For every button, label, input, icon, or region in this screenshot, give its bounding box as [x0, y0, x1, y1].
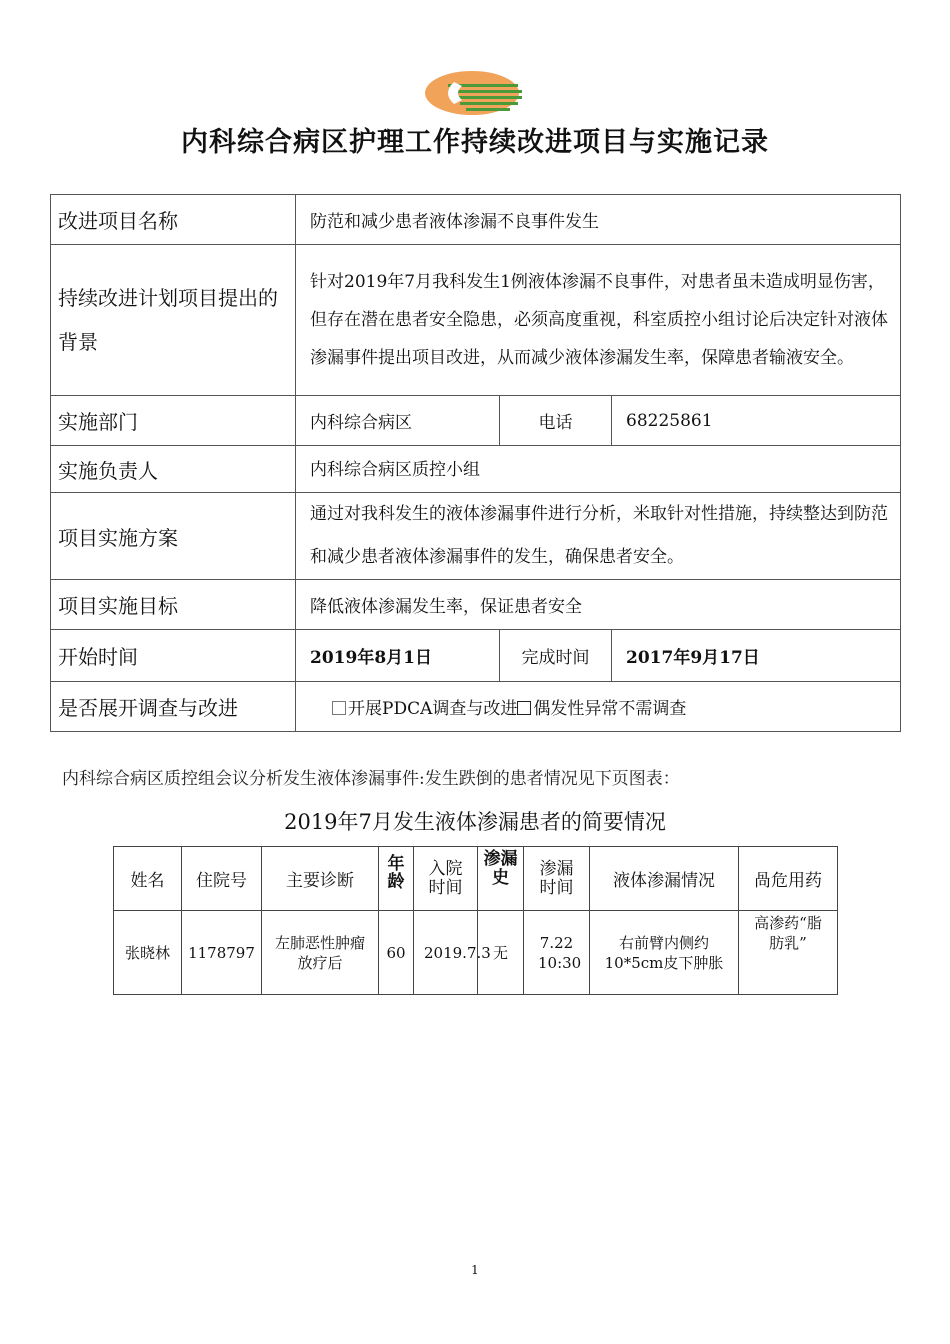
header-leak-detail: 液体渗漏情况 — [590, 847, 739, 911]
phone-value: 68225861 — [612, 396, 901, 446]
hospital-logo — [424, 70, 524, 116]
plan-label: 项目实施方案 — [51, 493, 296, 580]
survey-label: 是否展开调查与改进 — [51, 682, 296, 732]
no-survey-checkbox[interactable] — [517, 701, 531, 715]
patient-table-title: 2019年7月发生液体渗漏患者的简要情况 — [284, 810, 666, 834]
cell-leak-time: 7.22 10:30 — [524, 911, 590, 995]
project-table — [50, 194, 901, 732]
table-row — [114, 911, 838, 995]
cell-high-risk-drug: 高渗药“脂肪乳” — [739, 911, 838, 995]
background-cell — [296, 245, 901, 396]
department-value: 内科综合病区 — [296, 396, 500, 446]
background-value: 针对2019年7月我科发生1例液体渗漏不良事件，对患者虽未造成明显伤害，但存在潜在患者安全隐患，必须高度重视，科室质控小组讨论后决定针对液体渗漏事件提出项目改进，从而减少液体渗漏发生率，保障患者输液安全。 — [310, 272, 888, 368]
owner-value: 内科综合病区质控小组 — [296, 446, 901, 493]
department-label: 实施部门 — [51, 396, 296, 446]
header-name: 姓名 — [114, 847, 182, 911]
pdca-option-label: 开展PDCA调查与改进 — [348, 699, 518, 719]
goal-value: 降低液体渗漏发生率，保证患者安全 — [296, 580, 901, 630]
cell-name: 张晓林 — [114, 911, 182, 995]
header-admission-no: 住院号 — [182, 847, 262, 911]
header-leak-history: 渗漏史 — [478, 847, 524, 911]
header-high-risk-drug: 咼危用药 — [739, 847, 838, 911]
project-name-value: 防范和减少患者液体渗漏不良事件发生 — [296, 195, 901, 245]
phone-label: 电话 — [500, 396, 612, 446]
header-age: 年龄 — [379, 847, 414, 911]
end-time-label: 完成时间 — [500, 630, 612, 682]
survey-options — [296, 682, 901, 732]
patient-table — [113, 846, 838, 995]
header-admit-date: 入院时间 — [414, 847, 478, 911]
start-time-value: 2019年8月1日 — [296, 630, 500, 682]
plan-value: 通过对我科发生的液体渗漏事件进行分析，米取针对性措施，持续整达到防范和减少患者液体渗漏事件的发生，确保患者安全。 — [310, 504, 888, 567]
cell-leak-history: 无 — [478, 911, 524, 995]
cell-admit-date: 2019.7.3 — [414, 911, 478, 995]
end-time-value: 2017年9月17日 — [612, 630, 901, 682]
goal-label: 项目实施目标 — [51, 580, 296, 630]
header-diagnosis: 主要诊断 — [262, 847, 379, 911]
start-time-label: 开始时间 — [51, 630, 296, 682]
logo-icon — [424, 70, 524, 116]
plan-cell — [296, 493, 901, 580]
cell-age: 60 — [379, 911, 414, 995]
project-name-label: 改进项目名称 — [51, 195, 296, 245]
no-survey-option-label: 偶发性异常不需调查 — [533, 699, 687, 719]
document-title: 内科综合病区护理工作持续改进项目与实施记录 — [181, 127, 769, 158]
background-label: 持续改进计划项目提出的背景 — [51, 245, 296, 396]
header-leak-time: 渗漏时间 — [524, 847, 590, 911]
cell-leak-detail: 右前臂内侧约10*5cm皮下肿胀 — [590, 911, 739, 995]
analysis-text: 内科综合病区质控组会议分析发生液体渗漏事件:发生跌倒的患者情况见下页图表： — [62, 769, 680, 789]
owner-label: 实施负责人 — [51, 446, 296, 493]
pdca-checkbox[interactable] — [332, 701, 346, 715]
cell-admission-no: 1178797 — [182, 911, 262, 995]
cell-diagnosis: 左肺恶性肿瘤放疗后 — [262, 911, 379, 995]
page-number: 1 — [471, 1263, 479, 1277]
